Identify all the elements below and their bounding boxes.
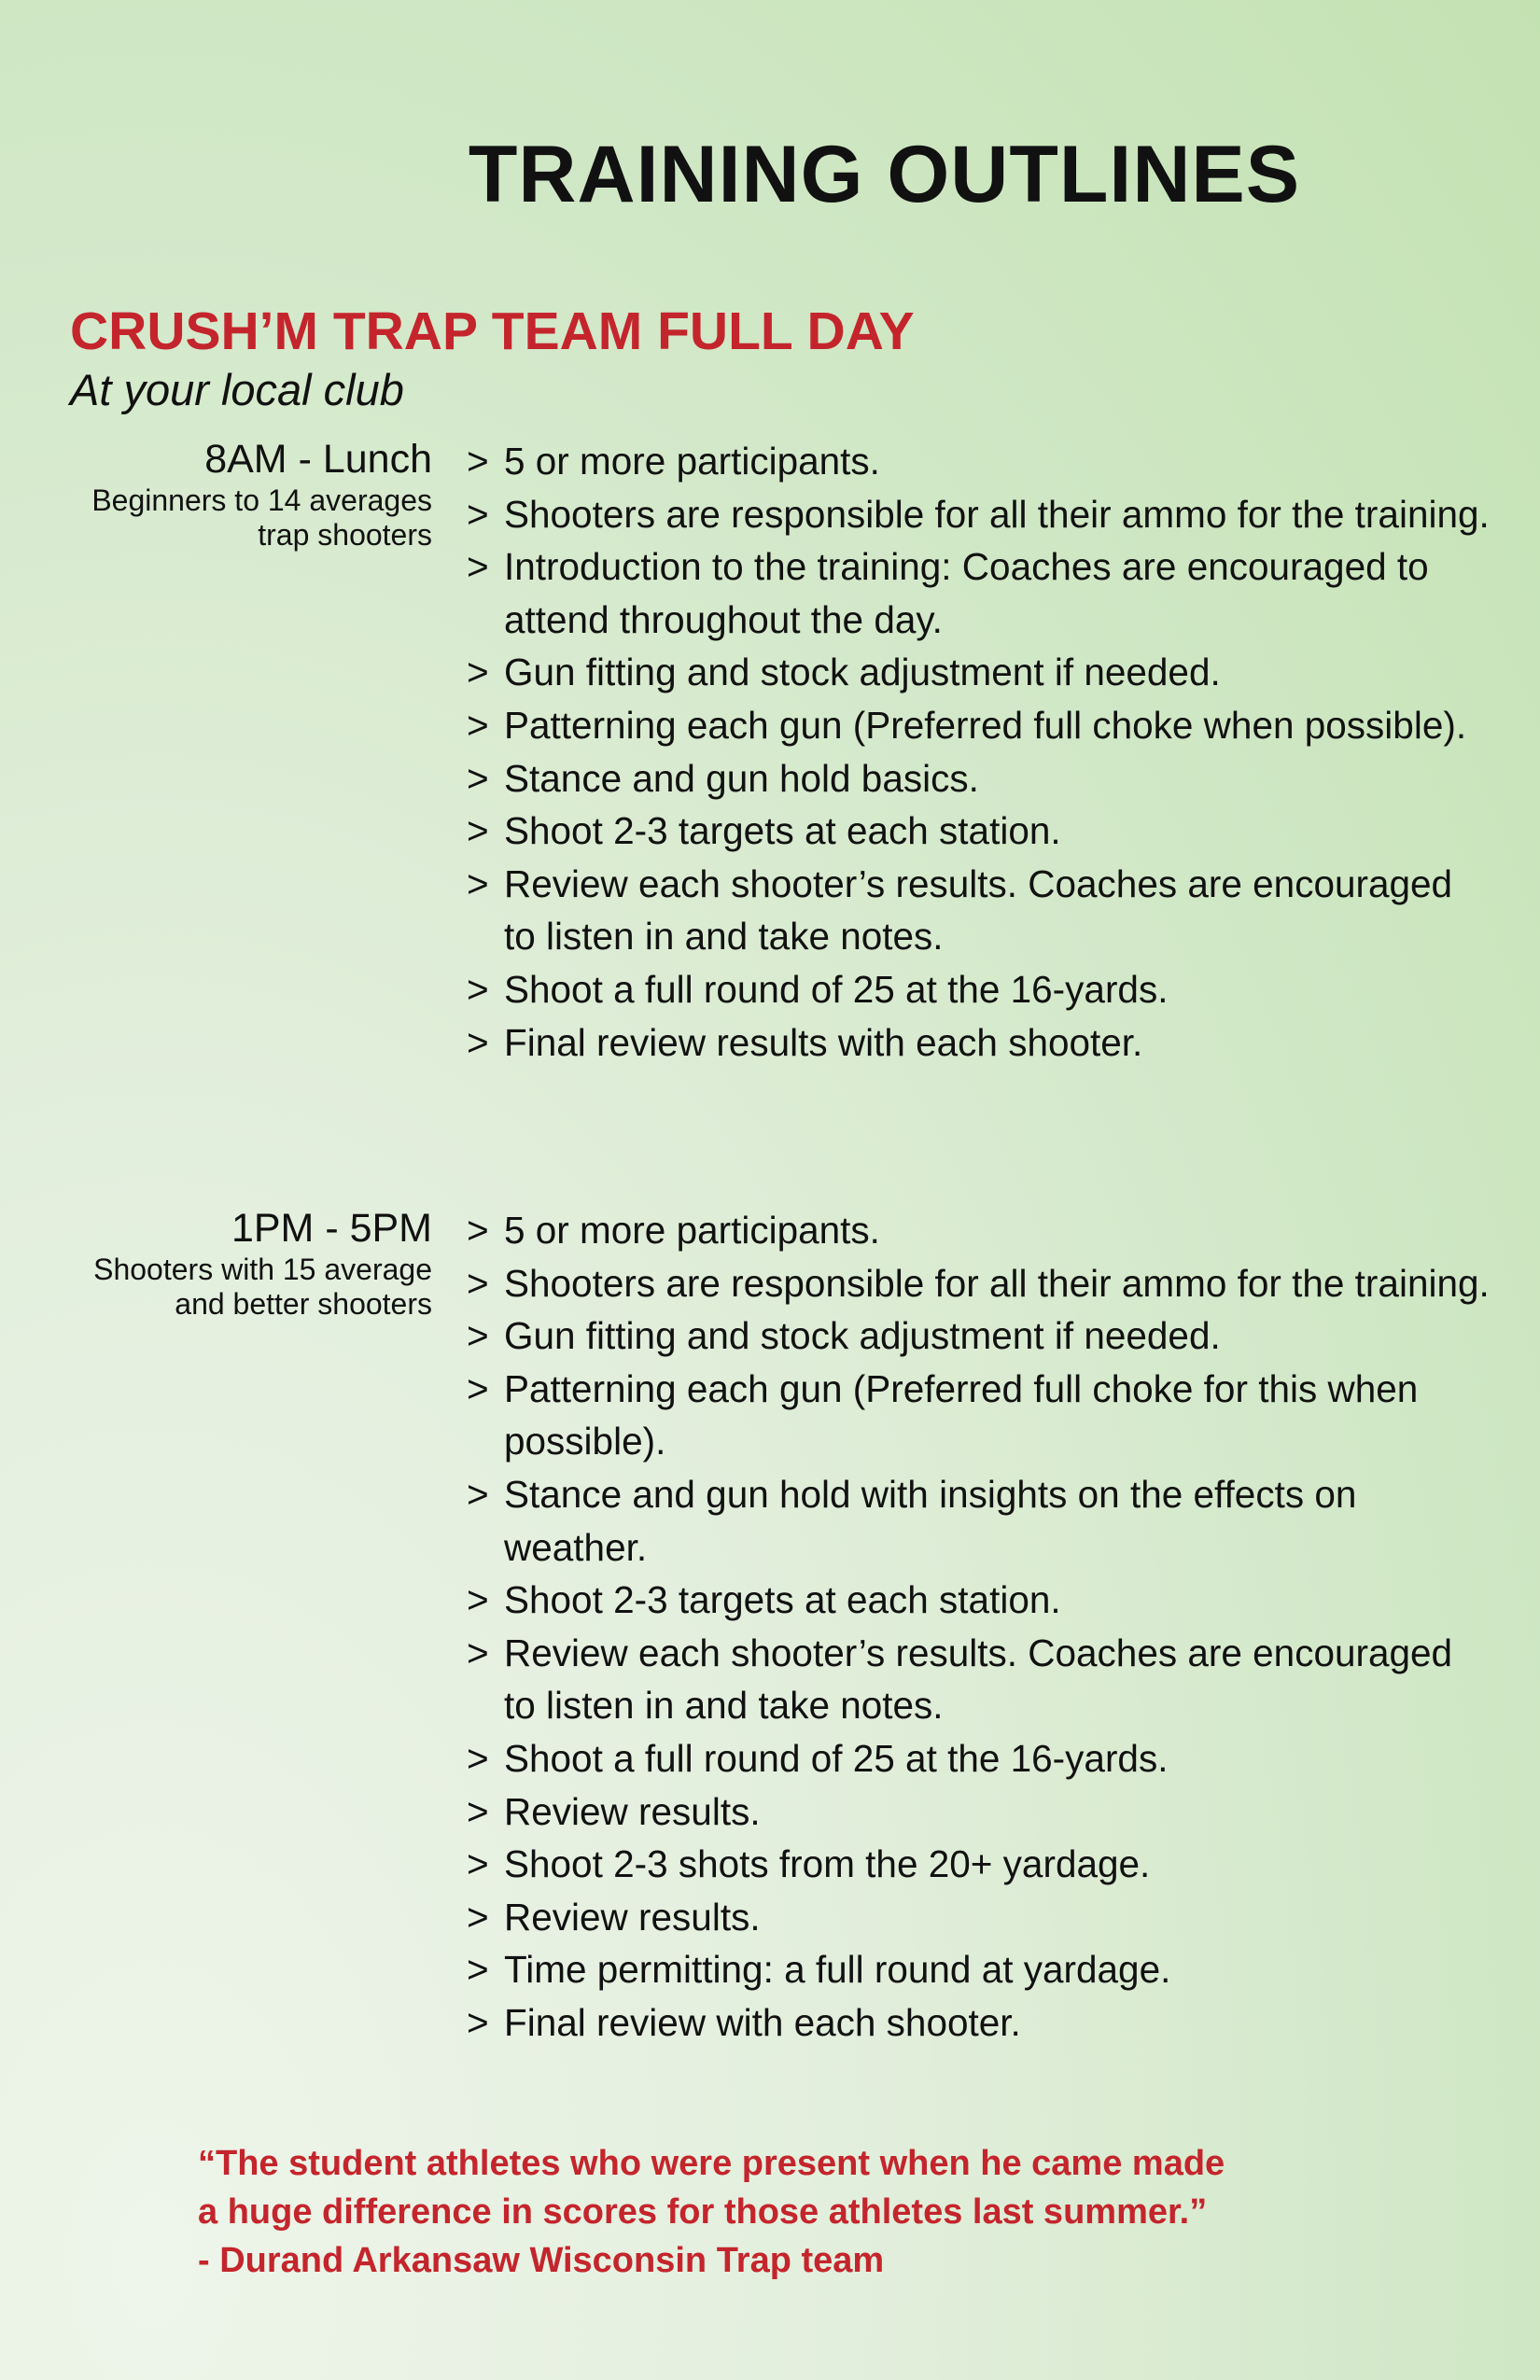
session-audience-line: Beginners to 14 averages xyxy=(91,483,432,517)
quote-line: a huge difference in scores for those athletes last summer.” xyxy=(198,2192,1208,2232)
list-item: > Stance and gun hold with insights on the effects on weather. xyxy=(467,1468,1493,1574)
list-item: > Introduction to the training: Coaches are encouraged to attend throughout the day. xyxy=(467,540,1493,646)
list-item: > 5 or more participants. xyxy=(467,435,1493,488)
list-item: > Shoot 2-3 targets at each station. xyxy=(467,1574,1493,1627)
list-item: > Patterning each gun (Preferred full choke when possible). xyxy=(467,699,1493,752)
list-item: > Final review results with each shooter. xyxy=(467,1016,1493,1070)
list-item: > 5 or more participants. xyxy=(467,1204,1493,1257)
session-info xyxy=(0,1204,432,1322)
session-audience-line: and better shooters xyxy=(175,1287,432,1321)
session-audience-line: Shooters with 15 average xyxy=(93,1253,432,1286)
session-item-list xyxy=(467,1204,1493,2050)
list-item: > Shoot a full round of 25 at the 16-yards. xyxy=(467,1732,1493,1785)
list-item: > Shooters are responsible for all their ammo for the training. xyxy=(467,488,1493,541)
list-item: > Final review with each shooter. xyxy=(467,1996,1493,2050)
session-audience-line: trap shooters xyxy=(258,518,432,552)
list-item: > Stance and gun hold basics. xyxy=(467,752,1493,805)
list-item: > Shoot 2-3 targets at each station. xyxy=(467,805,1493,858)
session-time: 8AM - Lunch xyxy=(204,437,432,482)
list-item: > Gun fitting and stock adjustment if needed. xyxy=(467,646,1493,699)
list-item: > Review each shooter’s results. Coaches are encouraged to listen in and take notes. xyxy=(467,1627,1493,1732)
list-item: > Review each shooter’s results. Coaches are encouraged to listen in and take notes. xyxy=(467,858,1493,963)
list-item: > Shoot 2-3 shots from the 20+ yardage. xyxy=(467,1838,1493,1891)
quote-attribution: - Durand Arkansaw Wisconsin Trap team xyxy=(198,2241,885,2280)
page-title: TRAINING OUTLINES xyxy=(468,130,1301,219)
list-item: > Time permitting: a full round at yardage. xyxy=(467,1943,1493,1996)
quote-line: “The student athletes who were present when he came made xyxy=(198,2144,1225,2183)
program-heading: CRUSH’M TRAP TEAM FULL DAY xyxy=(70,301,915,361)
program-subheading: At your local club xyxy=(70,365,404,414)
list-item: > Review results. xyxy=(467,1891,1493,1944)
list-item: > Review results. xyxy=(467,1785,1493,1839)
list-item: > Gun fitting and stock adjustment if needed. xyxy=(467,1309,1493,1363)
testimonial-quote xyxy=(198,2139,1411,2285)
session-info xyxy=(0,435,432,553)
session-item-list xyxy=(467,435,1493,1069)
session-time: 1PM - 5PM xyxy=(231,1206,432,1251)
list-item: > Patterning each gun (Preferred full choke for this when possible). xyxy=(467,1363,1493,1468)
list-item: > Shooters are responsible for all their ammo for the training. xyxy=(467,1257,1493,1310)
list-item: > Shoot a full round of 25 at the 16-yards. xyxy=(467,963,1493,1016)
